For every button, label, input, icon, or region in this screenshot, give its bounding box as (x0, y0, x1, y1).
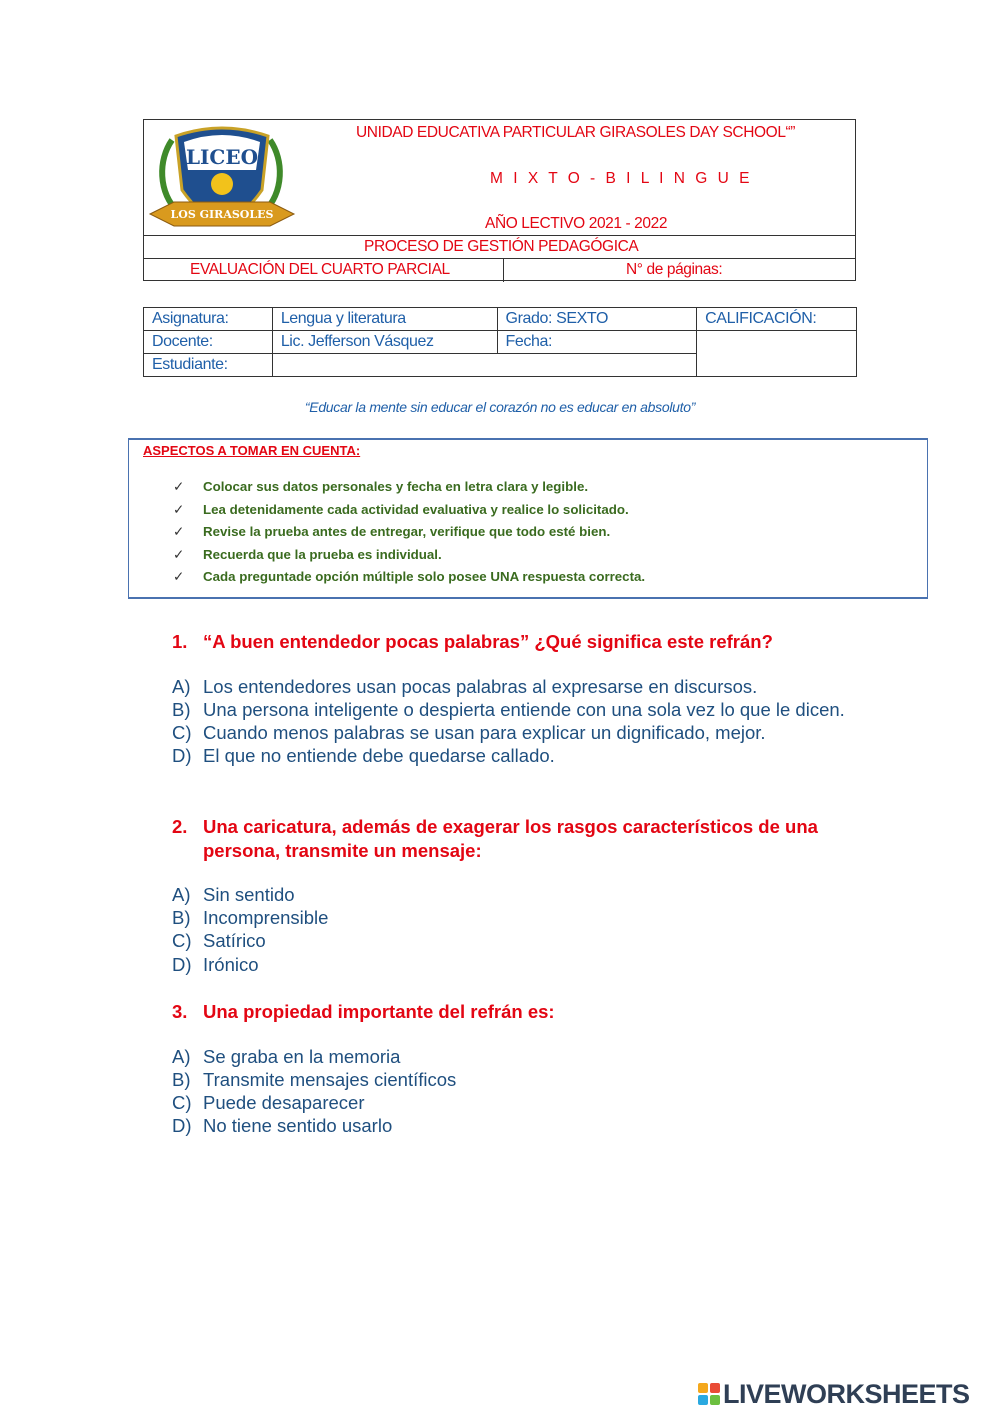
question-title: 3. Una propiedad importante del refrán es: (172, 1001, 555, 1022)
school-modality: M I X T O - B I L I N G U E (490, 170, 753, 187)
score-field[interactable] (697, 331, 857, 377)
date-label: Fecha: (497, 331, 697, 354)
instruction-item: ✓ Lea detenidamente cada actividad evaluativa y realice lo solicitado. (173, 499, 645, 522)
question-2 (172, 815, 852, 976)
score-label: CALIFICACIÓN: (697, 308, 857, 331)
teacher-value: Lic. Jefferson Vásquez (272, 331, 497, 354)
answer-option[interactable]: A) Sin sentido (172, 884, 295, 905)
instruction-item: ✓ Revise la prueba antes de entregar, verifique que todo esté bien. (173, 521, 645, 544)
subject-label: Asignatura: (144, 308, 273, 331)
teacher-label: Docente: (144, 331, 273, 354)
question-options (172, 1045, 852, 1138)
check-icon: ✓ (173, 479, 185, 494)
student-name-field[interactable] (272, 354, 696, 377)
answer-option[interactable]: D) El que no entiende debe quedarse callado. (172, 745, 555, 767)
instruction-item: ✓ Colocar sus datos personales y fecha en letra clara y legible. (173, 476, 645, 499)
student-info-table (143, 307, 857, 377)
answer-option[interactable]: C) Puede desaparecer (172, 1091, 365, 1113)
question-3 (172, 1000, 852, 1137)
check-icon: ✓ (173, 501, 185, 517)
answer-option[interactable]: A) Los entendedores usan pocas palabras al expresarse en discursos. (172, 675, 758, 697)
answer-option[interactable]: C) Satírico (172, 930, 266, 952)
process-row (144, 235, 855, 259)
school-logo (144, 120, 300, 235)
instruction-item: ✓ Cada preguntade opción múltiple solo posee UNA respuesta correcta. (173, 566, 645, 589)
liveworksheets-logo (698, 1378, 970, 1410)
school-year: AÑO LECTIVO 2021 - 2022 (485, 215, 668, 232)
check-icon: ✓ (173, 524, 185, 539)
instruction-item: ✓ Recuerda que la prueba es individual. (173, 544, 645, 567)
brand-name: LIVEWORKSHEETS (723, 1378, 970, 1409)
question-title: 1. “A buen entendedor pocas palabras” ¿Qué significa este refrán? (172, 631, 773, 652)
pages-label: N° de páginas: (626, 261, 723, 278)
subject-value: Lengua y literatura (272, 308, 497, 331)
question-title: 2. Una caricatura, además de exagerar los rasgos característicos de una persona, transmite un mensaje: (172, 816, 818, 861)
answer-option[interactable]: C) Cuando menos palabras se usan para explicar un dignificado, mejor. (172, 721, 766, 743)
school-name: UNIDAD EDUCATIVA PARTICULAR GIRASOLES DAY SCHOOL“” (356, 124, 796, 141)
evaluation-row (144, 258, 855, 282)
answer-option[interactable]: D) Irónico (172, 953, 259, 975)
evaluation-title: EVALUACIÓN DEL CUARTO PARCIAL (190, 261, 450, 278)
instructions-box (128, 438, 928, 599)
answer-option[interactable]: A) Se graba en la memoria (172, 1045, 401, 1067)
question-options (172, 883, 852, 976)
process-title: PROCESO DE GESTIÓN PEDAGÓGICA (364, 238, 639, 255)
answer-option[interactable]: D) No tiene sentido usarlo (172, 1115, 393, 1137)
question-options (172, 675, 852, 768)
liveworksheets-icon (698, 1383, 720, 1405)
question-1 (172, 630, 852, 767)
answer-option[interactable]: B) Una persona inteligente o despierta entiende con una sola vez lo que le dicen. (172, 698, 845, 720)
logo-title-text: LICEO (185, 145, 259, 169)
instructions-list (173, 476, 645, 589)
answer-option[interactable]: B) Transmite mensajes científicos (172, 1068, 457, 1090)
logo-banner-text: LOS GIRASOLES (170, 208, 274, 221)
grade-value: Grado: SEXTO (497, 308, 697, 331)
student-label: Estudiante: (144, 354, 273, 377)
check-icon: ✓ (173, 569, 185, 584)
school-header (143, 119, 856, 281)
motivational-quote: “Educar la mente sin educar el corazón no es educar en absoluto” (304, 399, 696, 415)
instructions-title: ASPECTOS A TOMAR EN CUENTA: (143, 443, 361, 458)
answer-option[interactable]: B) Incomprensible (172, 907, 329, 929)
check-icon: ✓ (173, 546, 185, 562)
